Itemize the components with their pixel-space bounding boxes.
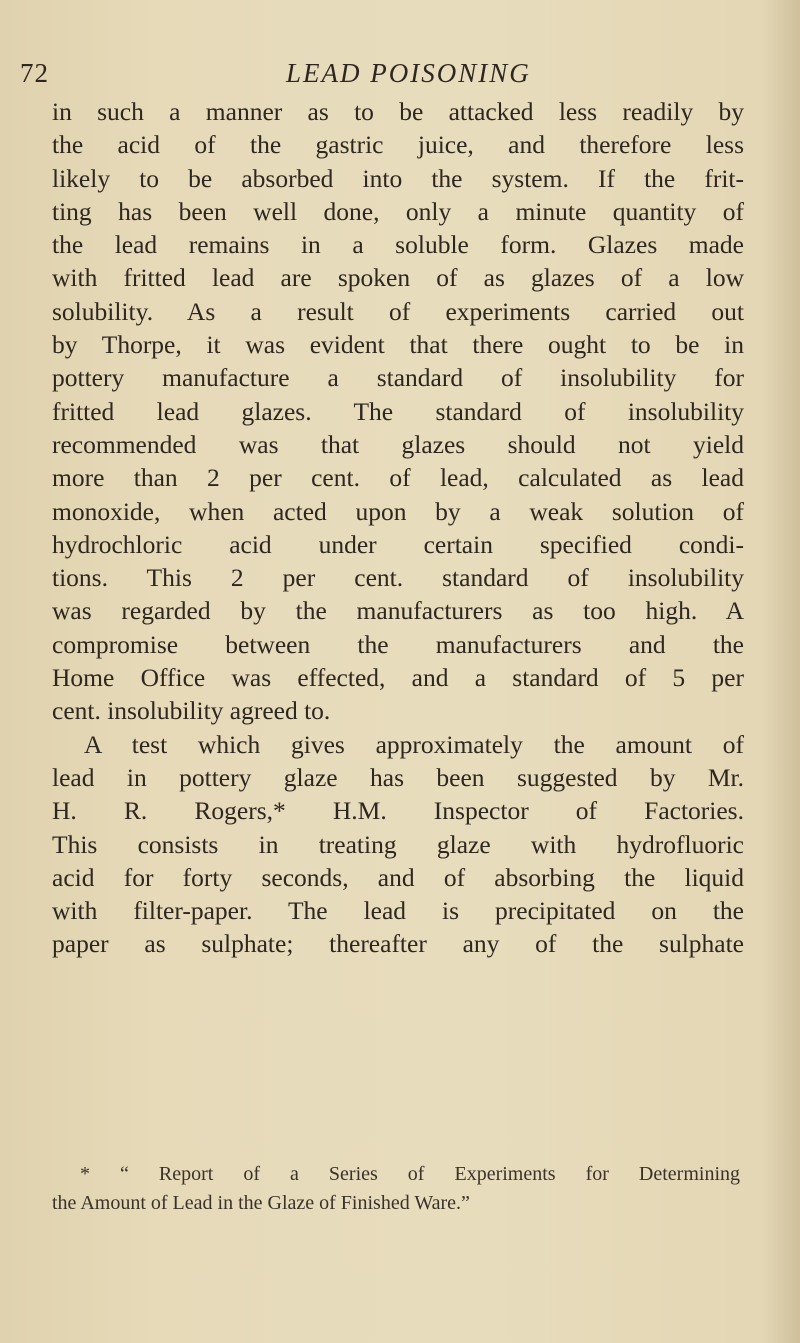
running-head: LEAD POISONING bbox=[286, 58, 531, 88]
text-line: likely to be absorbed into the system. If the frit- bbox=[52, 163, 744, 193]
text-line: with fritted lead are spoken of as glazes of a low bbox=[52, 263, 744, 293]
text-line: ting has been well done, only a minute quantity of bbox=[52, 196, 744, 226]
footnote-line: * “ Report of a Series of Experiments for Determining bbox=[80, 1163, 740, 1185]
paragraph bbox=[52, 728, 744, 961]
text-line: pottery manufacture a standard of insolubility for bbox=[52, 363, 744, 393]
paragraph bbox=[52, 95, 744, 728]
text-line: This consists in treating glaze with hydrofluoric bbox=[52, 829, 744, 859]
text-line: the acid of the gastric juice, and therefore less bbox=[52, 130, 744, 160]
page-number: 72 bbox=[20, 58, 49, 88]
footnote-line: the Amount of Lead in the Glaze of Finished Ware.” bbox=[52, 1192, 470, 1214]
text-line: hydrochloric acid under certain specified condi- bbox=[52, 529, 744, 559]
body-text bbox=[52, 95, 744, 961]
text-line: paper as sulphate; thereafter any of the sulphate bbox=[52, 929, 744, 959]
text-line: compromise between the manufacturers and the bbox=[52, 629, 744, 659]
text-line: H. R. Rogers,* H.M. Inspector of Factories. bbox=[52, 796, 744, 826]
text-line: monoxide, when acted upon by a weak solution of bbox=[52, 496, 744, 526]
text-line: solubility. As a result of experiments carried out bbox=[52, 296, 744, 326]
text-line: in such a manner as to be attacked less readily by bbox=[52, 97, 744, 126]
text-line: lead in pottery glaze has been suggested by Mr. bbox=[52, 762, 744, 792]
page-edge-shadow bbox=[762, 0, 800, 1343]
text-line: cent. insolubility agreed to. bbox=[52, 696, 331, 726]
text-line: was regarded by the manufacturers as too high. A bbox=[52, 596, 744, 626]
text-line: with filter-paper. The lead is precipitated on the bbox=[52, 896, 744, 926]
text-line: fritted lead glazes. The standard of insolubility bbox=[52, 396, 744, 426]
text-line: A test which gives approximately the amount of bbox=[84, 729, 744, 759]
text-line: tions. This 2 per cent. standard of insolubility bbox=[52, 563, 744, 593]
text-line: acid for forty seconds, and of absorbing the liquid bbox=[52, 862, 744, 892]
text-line: more than 2 per cent. of lead, calculated as lead bbox=[52, 463, 744, 493]
text-line: by Thorpe, it was evident that there ought to be in bbox=[52, 330, 744, 360]
text-line: recommended was that glazes should not yield bbox=[52, 429, 744, 459]
text-line: the lead remains in a soluble form. Glazes made bbox=[52, 230, 744, 260]
page-header bbox=[0, 58, 800, 98]
text-line: Home Office was effected, and a standard of 5 per bbox=[52, 663, 744, 693]
footnote bbox=[52, 1160, 740, 1218]
